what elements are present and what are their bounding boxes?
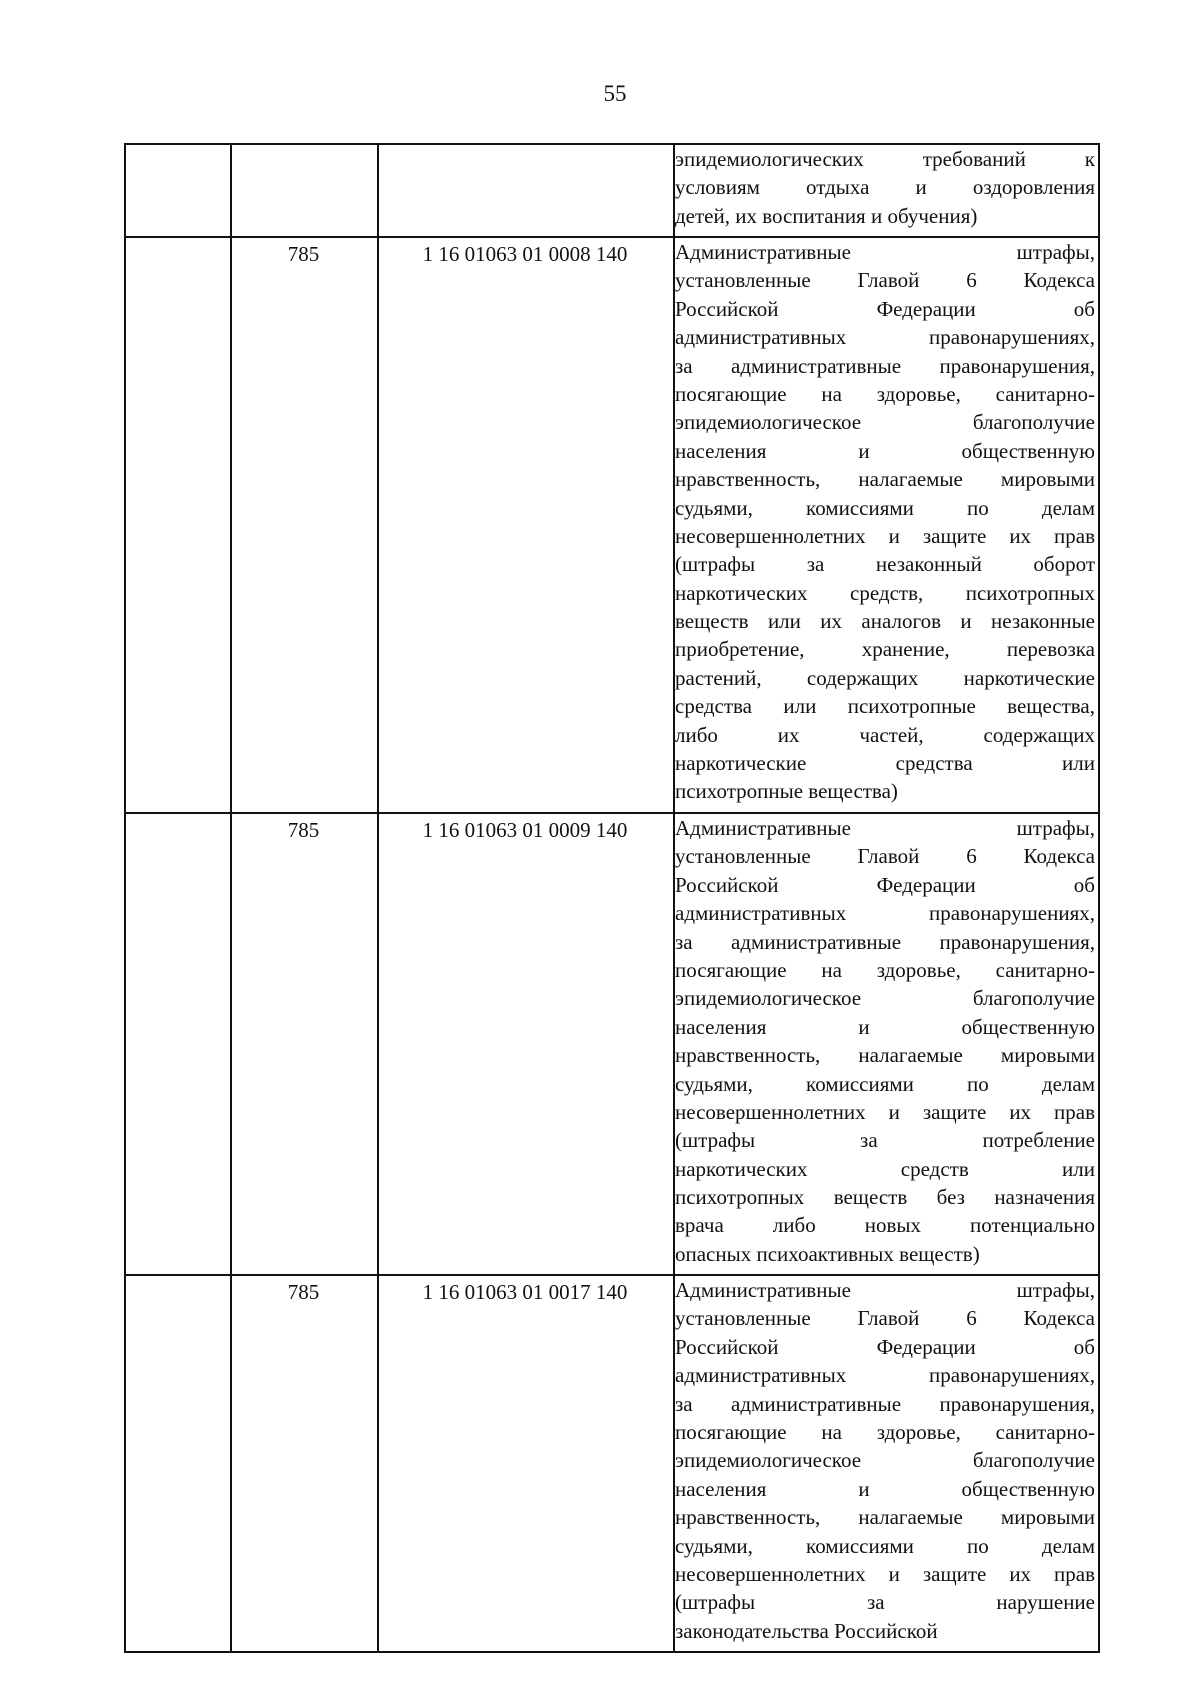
description-line: посягающие на здоровье, санитарно- xyxy=(675,381,1095,406)
description-line: несовершеннолетних и защите их прав xyxy=(675,1099,1095,1124)
description-line: судьями, комиссиями по делам xyxy=(675,1071,1095,1096)
description-line: наркотических средств или xyxy=(675,1156,1095,1181)
kbk-code-cell: 1 16 01063 01 0008 140 xyxy=(422,242,628,266)
description-line: эпидемиологических требований к xyxy=(675,147,1095,171)
description-line: Российской Федерации об xyxy=(675,872,1095,897)
column-divider xyxy=(230,143,232,1653)
description-line: эпидемиологическое благополучие xyxy=(675,1448,1095,1473)
description-cell xyxy=(675,1276,1095,1645)
description-line: врача либо новых потенциально xyxy=(675,1213,1095,1238)
column-divider xyxy=(673,143,675,1653)
description-line: либо их частей, содержащих xyxy=(675,722,1095,747)
description-line: населения и общественную xyxy=(675,1476,1095,1501)
description-line: населения и общественную xyxy=(675,1014,1095,1039)
description-line: наркотических средств, психотропных xyxy=(675,580,1095,605)
description-line: Российской Федерации об xyxy=(675,296,1095,321)
description-line: законодательства Российской xyxy=(675,1618,938,1643)
column-divider xyxy=(377,143,379,1653)
description-cell xyxy=(675,814,1095,1268)
description-line: установленные Главой 6 Кодекса xyxy=(675,1306,1095,1331)
description-line: (штрафы за потребление xyxy=(675,1128,1095,1153)
description-line: населения и общественную xyxy=(675,438,1095,463)
description-line: эпидемиологическое благополучие xyxy=(675,986,1095,1011)
description-line: установленные Главой 6 Кодекса xyxy=(675,844,1095,869)
description-line: опасных психоактивных веществ) xyxy=(675,1241,980,1266)
description-line: (штрафы за незаконный оборот xyxy=(675,552,1095,577)
description-line: приобретение, хранение, перевозка xyxy=(675,637,1095,662)
description-line: психотропных веществ без назначения xyxy=(675,1185,1095,1210)
description-line: Административные штрафы, xyxy=(675,816,1095,840)
description-line: наркотические средства или xyxy=(675,751,1095,776)
description-line: нравственность, налагаемые мировыми xyxy=(675,467,1095,492)
description-cell xyxy=(675,238,1095,806)
table-border-left xyxy=(124,143,126,1653)
description-line: судьями, комиссиями по делам xyxy=(675,1533,1095,1558)
description-line: посягающие на здоровье, санитарно- xyxy=(675,1419,1095,1444)
description-line: средства или психотропные вещества, xyxy=(675,694,1095,719)
description-line: несовершеннолетних и защите их прав xyxy=(675,523,1095,548)
description-line: нравственность, налагаемые мировыми xyxy=(675,1043,1095,1068)
description-line: условиям отдыха и оздоровления xyxy=(675,175,1095,200)
description-line: административных правонарушениях, xyxy=(675,901,1095,926)
description-line: детей, их воспитания и обучения) xyxy=(675,203,978,228)
description-line: за административные правонарушения, xyxy=(675,929,1095,954)
kbk-code-cell: 1 16 01063 01 0009 140 xyxy=(422,818,628,842)
description-line: административных правонарушениях, xyxy=(675,1363,1095,1388)
admin-code-cell: 785 xyxy=(287,818,320,842)
kbk-code-cell: 1 16 01063 01 0017 140 xyxy=(422,1280,628,1304)
description-line: за административные правонарушения, xyxy=(675,1391,1095,1416)
description-line: установленные Главой 6 Кодекса xyxy=(675,268,1095,293)
description-line: Российской Федерации об xyxy=(675,1334,1095,1359)
description-line: за административные правонарушения, xyxy=(675,353,1095,378)
description-line: психотропные вещества) xyxy=(675,779,898,804)
admin-code-cell: 785 xyxy=(287,1280,320,1304)
description-line: (штрафы за нарушение xyxy=(675,1590,1095,1615)
description-cell xyxy=(675,145,1095,230)
description-line: Административные штрафы, xyxy=(675,240,1095,264)
description-line: веществ или их аналогов и незаконные xyxy=(675,609,1095,634)
description-line: несовершеннолетних и защите их прав xyxy=(675,1561,1095,1586)
description-line: растений, содержащих наркотические xyxy=(675,665,1095,690)
description-line: нравственность, налагаемые мировыми xyxy=(675,1505,1095,1530)
description-line: судьями, комиссиями по делам xyxy=(675,495,1095,520)
description-line: эпидемиологическое благополучие xyxy=(675,410,1095,435)
description-line: административных правонарушениях, xyxy=(675,325,1095,350)
page-number: 55 xyxy=(603,81,627,106)
row-divider xyxy=(124,1651,1100,1653)
description-line: Административные штрафы, xyxy=(675,1278,1095,1302)
admin-code-cell: 785 xyxy=(287,242,320,266)
table-border-right xyxy=(1098,143,1100,1653)
description-line: посягающие на здоровье, санитарно- xyxy=(675,957,1095,982)
